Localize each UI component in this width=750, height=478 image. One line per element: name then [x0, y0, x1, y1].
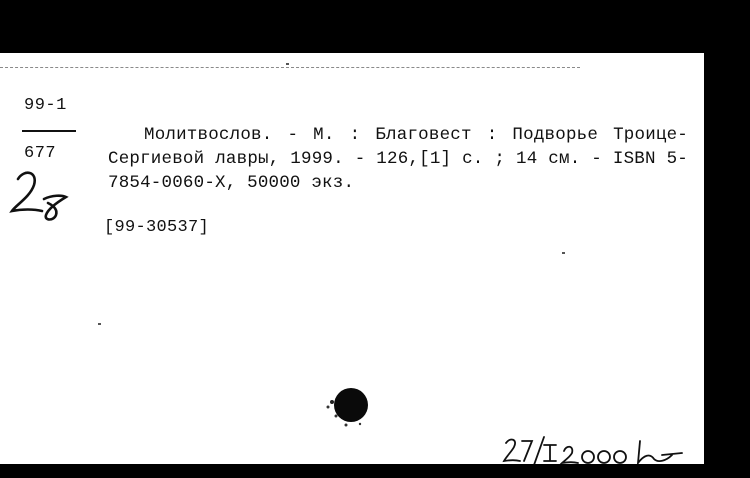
- scan-speck: [98, 323, 101, 325]
- top-dashed-line: [0, 67, 580, 68]
- catalog-card: [0, 53, 704, 464]
- scan-speck: [562, 252, 565, 254]
- call-number-divider: [22, 130, 76, 132]
- bibliographic-entry: Молитвослов. - М. : Благовест : Подворье Троице-Сергиевой лавры, 1999. - 126,[1] с. ; 14 см. - ISBN 5-7854-0060-X, 50000 экз.: [108, 125, 688, 193]
- call-number-top: 99-1: [24, 96, 67, 115]
- scan-speck: [286, 63, 289, 65]
- handwritten-date-mark: [500, 433, 690, 464]
- ink-blot-mark: [320, 381, 375, 431]
- call-number-bottom: 677: [24, 144, 57, 163]
- control-number: [99-30537]: [104, 218, 210, 237]
- handwritten-number-mark: [6, 165, 76, 225]
